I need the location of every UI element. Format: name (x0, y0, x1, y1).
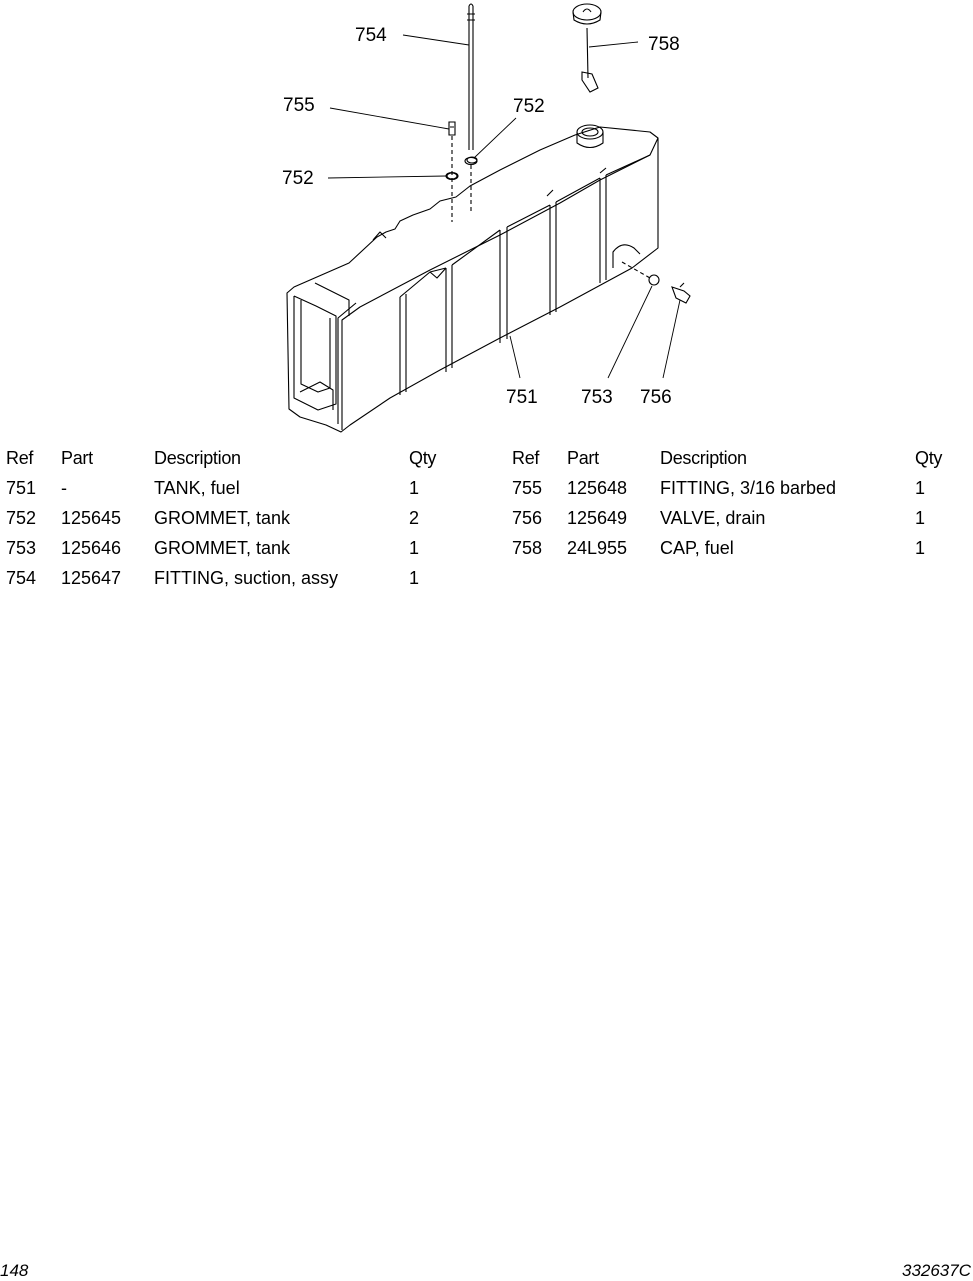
parts-table-right (512, 448, 972, 568)
callout-751: 751 (506, 387, 538, 408)
cell-qty: 1 (409, 478, 420, 498)
cell-description: TANK, fuel (154, 478, 240, 498)
header-description: Description (660, 448, 747, 468)
cell-qty: 1 (915, 478, 926, 498)
cell-description: GROMMET, tank (154, 508, 291, 528)
cell-part: 24L955 (567, 538, 628, 558)
barbed-fitting (449, 122, 455, 135)
cell-ref: 753 (6, 538, 37, 558)
fuel-tank-drawing (287, 125, 658, 432)
callout-758: 758 (648, 34, 680, 55)
callout-752: 752 (513, 96, 545, 117)
callout-752: 752 (282, 168, 314, 189)
header-part: Part (61, 448, 93, 468)
cell-part: 125649 (567, 508, 628, 528)
table-row (512, 508, 972, 538)
cell-qty: 1 (409, 568, 420, 588)
callout-755: 755 (283, 95, 315, 116)
cell-qty: 1 (409, 538, 420, 558)
filler-neck (577, 125, 603, 139)
cell-ref: 754 (6, 568, 37, 588)
suction-tube (469, 4, 473, 150)
table-row (6, 478, 466, 508)
cell-description: FITTING, 3/16 barbed (660, 478, 837, 498)
cell-description: VALVE, drain (660, 508, 766, 528)
cell-ref: 751 (6, 478, 37, 498)
callout-753: 753 (581, 387, 613, 408)
fuel-tank-exploded-diagram (0, 0, 973, 440)
callout-756: 756 (640, 387, 672, 408)
cell-description: FITTING, suction, assy (154, 568, 339, 588)
callout-754: 754 (355, 25, 387, 46)
cell-description: CAP, fuel (660, 538, 734, 558)
cell-qty: 1 (915, 508, 926, 528)
document-number: 332637C (901, 1261, 971, 1280)
parts-table-left (6, 448, 466, 598)
cell-ref: 755 (512, 478, 543, 498)
cell-part: 125646 (61, 538, 122, 558)
table-row (512, 478, 972, 508)
table-row (6, 508, 466, 538)
table-row (6, 538, 466, 568)
cell-part: - (61, 478, 67, 498)
table-row (6, 568, 466, 598)
header-qty: Qty (409, 448, 437, 468)
leader-lines (328, 35, 680, 378)
header-part: Part (567, 448, 599, 468)
table-header-row (512, 448, 972, 478)
cell-part: 125648 (567, 478, 628, 498)
drain-valve (672, 283, 690, 303)
table-row (512, 538, 972, 568)
header-ref: Ref (512, 448, 540, 468)
grommet-753 (649, 275, 659, 285)
cell-part: 125645 (61, 508, 122, 528)
cell-qty: 2 (409, 508, 420, 528)
table-header-row (6, 448, 466, 478)
cell-ref: 752 (6, 508, 37, 528)
header-qty: Qty (915, 448, 943, 468)
cell-qty: 1 (915, 538, 926, 558)
page-number: 148 (0, 1261, 29, 1280)
fuel-cap (573, 4, 601, 20)
cell-ref: 756 (512, 508, 543, 528)
cap-tether (582, 72, 598, 92)
header-description: Description (154, 448, 241, 468)
cell-part: 125647 (61, 568, 122, 588)
cell-ref: 758 (512, 538, 543, 558)
header-ref: Ref (6, 448, 34, 468)
cell-description: GROMMET, tank (154, 538, 291, 558)
